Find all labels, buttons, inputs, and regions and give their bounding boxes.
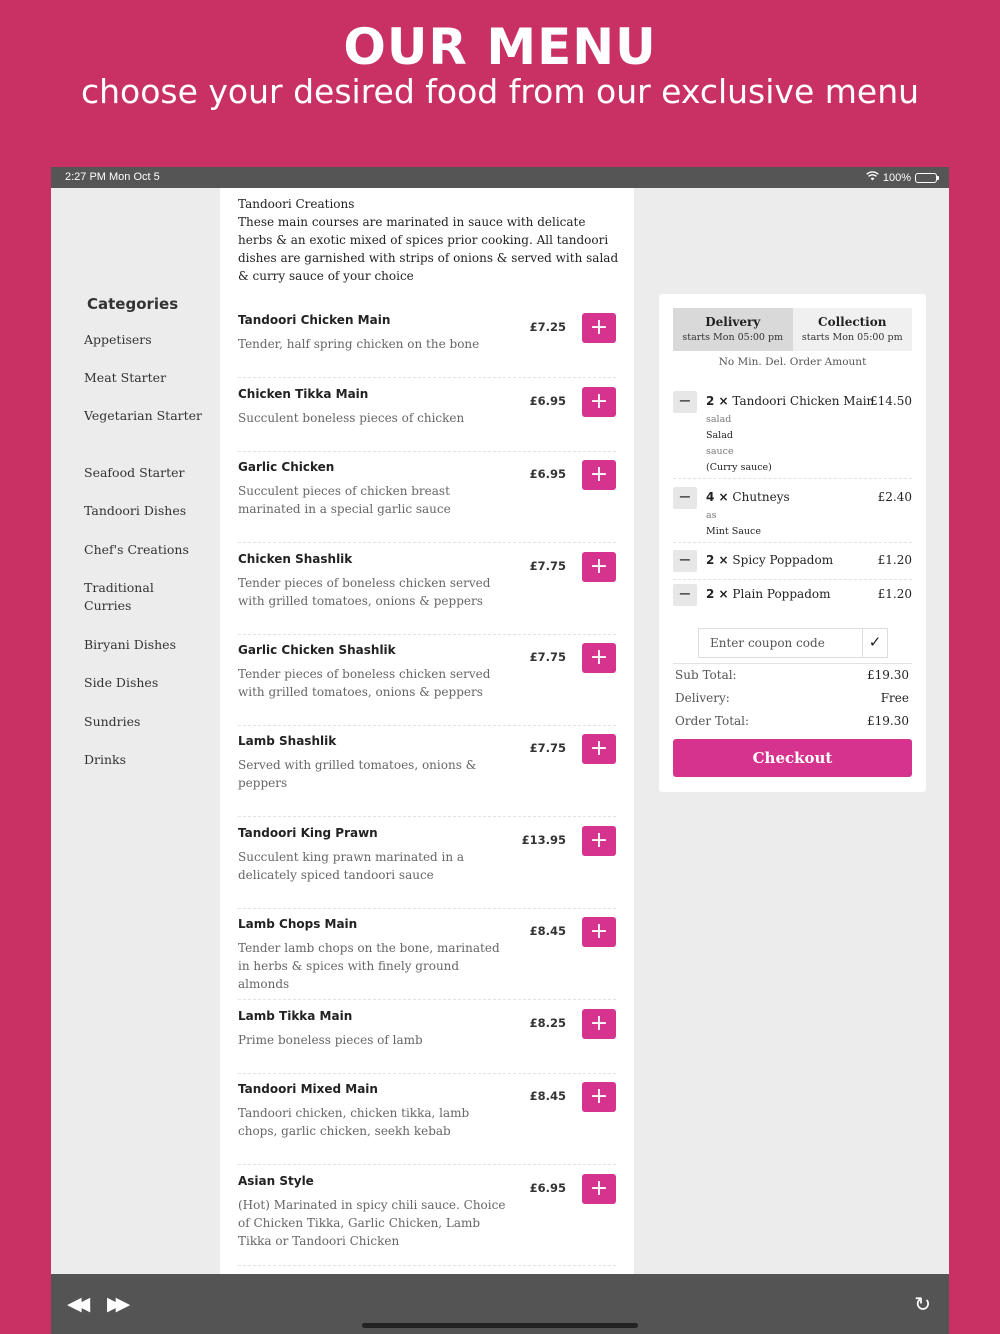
back-icon[interactable]: ◀◀	[67, 1294, 85, 1315]
add-item-button[interactable]: +	[582, 1082, 616, 1112]
option-value: Salad	[706, 430, 733, 441]
menu-item[interactable]	[238, 734, 616, 817]
item-name: Tandoori King Prawn	[238, 826, 378, 840]
status-bar	[51, 167, 949, 188]
item-price: £8.25	[529, 1016, 566, 1030]
device-screen	[51, 167, 949, 1334]
item-price: £7.75	[529, 741, 566, 755]
category-chefs-creations[interactable]: Chef's Creations	[84, 542, 189, 557]
category-drinks[interactable]: Drinks	[84, 752, 127, 767]
collection-start-time: starts Mon 05:00 pm	[801, 332, 903, 343]
add-item-button[interactable]: +	[582, 313, 616, 343]
menu-item[interactable]	[238, 1009, 616, 1074]
home-indicator[interactable]	[362, 1323, 638, 1328]
collection-label: Collection	[818, 315, 887, 329]
cart-line-qty: 4 ×	[706, 490, 729, 504]
category-appetisers[interactable]: Appetisers	[84, 332, 152, 347]
option-value: Mint Sauce	[706, 526, 761, 537]
add-item-button[interactable]: +	[582, 1009, 616, 1039]
item-description: Tender pieces of boneless chicken served with grilled tomatoes, onions & peppers	[238, 576, 491, 608]
delivery-fee-value: Free	[880, 691, 909, 705]
category-sidebar	[51, 188, 220, 1274]
item-name: Tandoori Mixed Main	[238, 1082, 378, 1096]
menu-item[interactable]	[238, 460, 616, 543]
categories-heading: Categories	[87, 295, 179, 313]
item-description: Tender pieces of boneless chicken served with grilled tomatoes, onions & peppers	[238, 667, 491, 699]
min-order-notice: No Min. Del. Order Amount	[718, 356, 867, 368]
section-description: These main courses are marinated in sauce with delicate herbs & an exotic mixed of spices prior cooking. All tandoori dishes are garnished with strips of onions & served with salad & curry sauce of your choice	[238, 215, 619, 283]
cart-line	[673, 487, 912, 543]
cart-line	[673, 550, 912, 580]
wifi-icon	[866, 171, 879, 184]
cart-line-name: Chutneys	[732, 490, 790, 504]
cart-line-name: Tandoori Chicken Main	[732, 394, 875, 408]
item-name: Chicken Tikka Main	[238, 387, 369, 401]
menu-item[interactable]	[238, 643, 616, 726]
apply-coupon-checkmark-icon[interactable]: ✓	[862, 629, 887, 657]
category-sundries[interactable]: Sundries	[84, 714, 141, 729]
item-name: Garlic Chicken Shashlik	[238, 643, 396, 657]
item-description: Tender lamb chops on the bone, marinated in herbs & spices with finely ground almonds	[238, 941, 500, 991]
totals-divider	[673, 663, 912, 664]
item-name: Asian Style	[238, 1174, 314, 1188]
item-price: £8.45	[529, 1089, 566, 1103]
cart-line-name: Plain Poppadom	[732, 587, 831, 601]
cart-line-title	[706, 394, 874, 408]
add-item-button[interactable]: +	[582, 552, 616, 582]
item-price: £13.95	[521, 833, 566, 847]
cart-line	[673, 584, 912, 610]
menu-list	[220, 188, 634, 1274]
item-name: Lamb Tikka Main	[238, 1009, 353, 1023]
item-price: £8.45	[529, 924, 566, 938]
subtotal-label: Sub Total:	[675, 668, 737, 682]
item-price: £6.95	[529, 1181, 566, 1195]
add-item-button[interactable]: +	[582, 826, 616, 856]
item-price: £7.75	[529, 650, 566, 664]
checkout-button[interactable]: Checkout	[673, 739, 912, 777]
collection-tab[interactable]	[793, 308, 913, 351]
cart-line-price: £14.50	[870, 394, 912, 408]
item-description: (Hot) Marinated in spicy chili sauce. Choice of Chicken Tikka, Garlic Chicken, Lamb Tikka or Tandoori Chicken	[238, 1198, 506, 1248]
item-name: Lamb Shashlik	[238, 734, 337, 748]
cart-line-qty: 2 ×	[706, 553, 729, 567]
item-description: Tender, half spring chicken on the bone	[238, 337, 480, 351]
item-name: Lamb Chops Main	[238, 917, 358, 931]
coupon-input[interactable]	[699, 629, 862, 657]
item-description: Succulent king prawn marinated in a delicately spiced tandoori sauce	[238, 850, 465, 882]
status-indicators	[866, 171, 937, 184]
cart-line-title	[706, 490, 790, 504]
item-price: £7.25	[529, 320, 566, 334]
cart-line-title	[706, 553, 833, 567]
item-description: Served with grilled tomatoes, onions & peppers	[238, 758, 477, 790]
status-time: 2:27 PM Mon Oct 5	[65, 171, 160, 183]
refresh-icon[interactable]: ↻	[914, 1294, 931, 1316]
order-total-label: Order Total:	[675, 714, 750, 728]
option-value: (Curry sauce)	[706, 462, 772, 473]
category-list	[84, 331, 204, 789]
browser-toolbar	[51, 1274, 949, 1334]
menu-item[interactable]	[238, 387, 616, 452]
option-key: sauce	[706, 446, 734, 457]
option-key: salad	[706, 414, 732, 425]
delivery-label: Delivery	[705, 315, 761, 329]
item-name: Garlic Chicken	[238, 460, 335, 474]
item-price: £6.95	[529, 394, 566, 408]
option-key: as	[706, 510, 717, 521]
add-item-button[interactable]: +	[582, 1174, 616, 1204]
category-biryani-dishes[interactable]: Biryani Dishes	[84, 637, 176, 652]
category-vegetarian-starter[interactable]: Vegetarian Starter	[84, 408, 203, 423]
item-description: Succulent boneless pieces of chicken	[238, 411, 465, 425]
item-description: Succulent pieces of chicken breast marinated in a special garlic sauce	[238, 484, 451, 516]
add-item-button[interactable]: +	[582, 460, 616, 490]
decrease-quantity-button[interactable]: −	[673, 584, 697, 606]
item-name: Tandoori Chicken Main	[238, 313, 391, 327]
category-tandoori-dishes[interactable]: Tandoori Dishes	[84, 503, 187, 518]
cart-line-qty: 2 ×	[706, 394, 729, 408]
decrease-quantity-button[interactable]: −	[673, 550, 697, 572]
add-item-button[interactable]: +	[582, 387, 616, 417]
add-item-button[interactable]: +	[582, 734, 616, 764]
order-mode-toggle	[673, 308, 912, 351]
subtotal-value: £19.30	[867, 668, 909, 682]
order-total-value: £19.30	[867, 714, 909, 728]
add-item-button[interactable]: +	[582, 643, 616, 673]
item-name: Chicken Shashlik	[238, 552, 353, 566]
delivery-tab[interactable]	[673, 308, 793, 351]
cart-line-price: £1.20	[877, 553, 912, 567]
cart-panel	[659, 294, 926, 792]
cart-line-qty: 2 ×	[706, 587, 729, 601]
menu-item[interactable]	[238, 917, 616, 1000]
battery-icon	[915, 173, 937, 183]
decrease-quantity-button[interactable]: −	[673, 391, 697, 413]
item-price: £7.75	[529, 559, 566, 573]
menu-item[interactable]	[238, 826, 616, 909]
promo-title: OUR MENU	[343, 18, 657, 76]
category-seafood-starter[interactable]: Seafood Starter	[84, 465, 185, 480]
menu-item[interactable]	[238, 313, 616, 378]
cart-line-name: Spicy Poppadom	[732, 553, 834, 567]
menu-item[interactable]	[238, 552, 616, 635]
promo-subtitle: choose your desired food from our exclusive menu	[80, 72, 920, 111]
cart-line	[673, 391, 912, 479]
decrease-quantity-button[interactable]: −	[673, 487, 697, 509]
item-price: £6.95	[529, 467, 566, 481]
delivery-fee-label: Delivery:	[675, 691, 730, 705]
category-traditional-curries[interactable]: Traditional Curries	[84, 580, 154, 613]
delivery-start-time: starts Mon 05:00 pm	[682, 332, 784, 343]
add-item-button[interactable]: +	[582, 917, 616, 947]
menu-item[interactable]	[238, 1174, 616, 1266]
item-description: Tandoori chicken, chicken tikka, lamb chops, garlic chicken, seekh kebab	[238, 1106, 470, 1138]
battery-percent: 100%	[882, 171, 911, 184]
forward-icon[interactable]: ▶▶	[107, 1294, 125, 1315]
coupon-form	[698, 628, 888, 658]
menu-item[interactable]	[238, 1082, 616, 1165]
menu-intro	[238, 195, 622, 285]
category-side-dishes[interactable]: Side Dishes	[84, 675, 159, 690]
category-meat-starter[interactable]: Meat Starter	[84, 370, 167, 385]
cart-line-price: £1.20	[877, 587, 912, 601]
cart-line-price: £2.40	[877, 490, 912, 504]
cart-line-title	[706, 587, 830, 601]
section-title: Tandoori Creations	[238, 197, 355, 211]
item-description: Prime boneless pieces of lamb	[238, 1033, 423, 1047]
